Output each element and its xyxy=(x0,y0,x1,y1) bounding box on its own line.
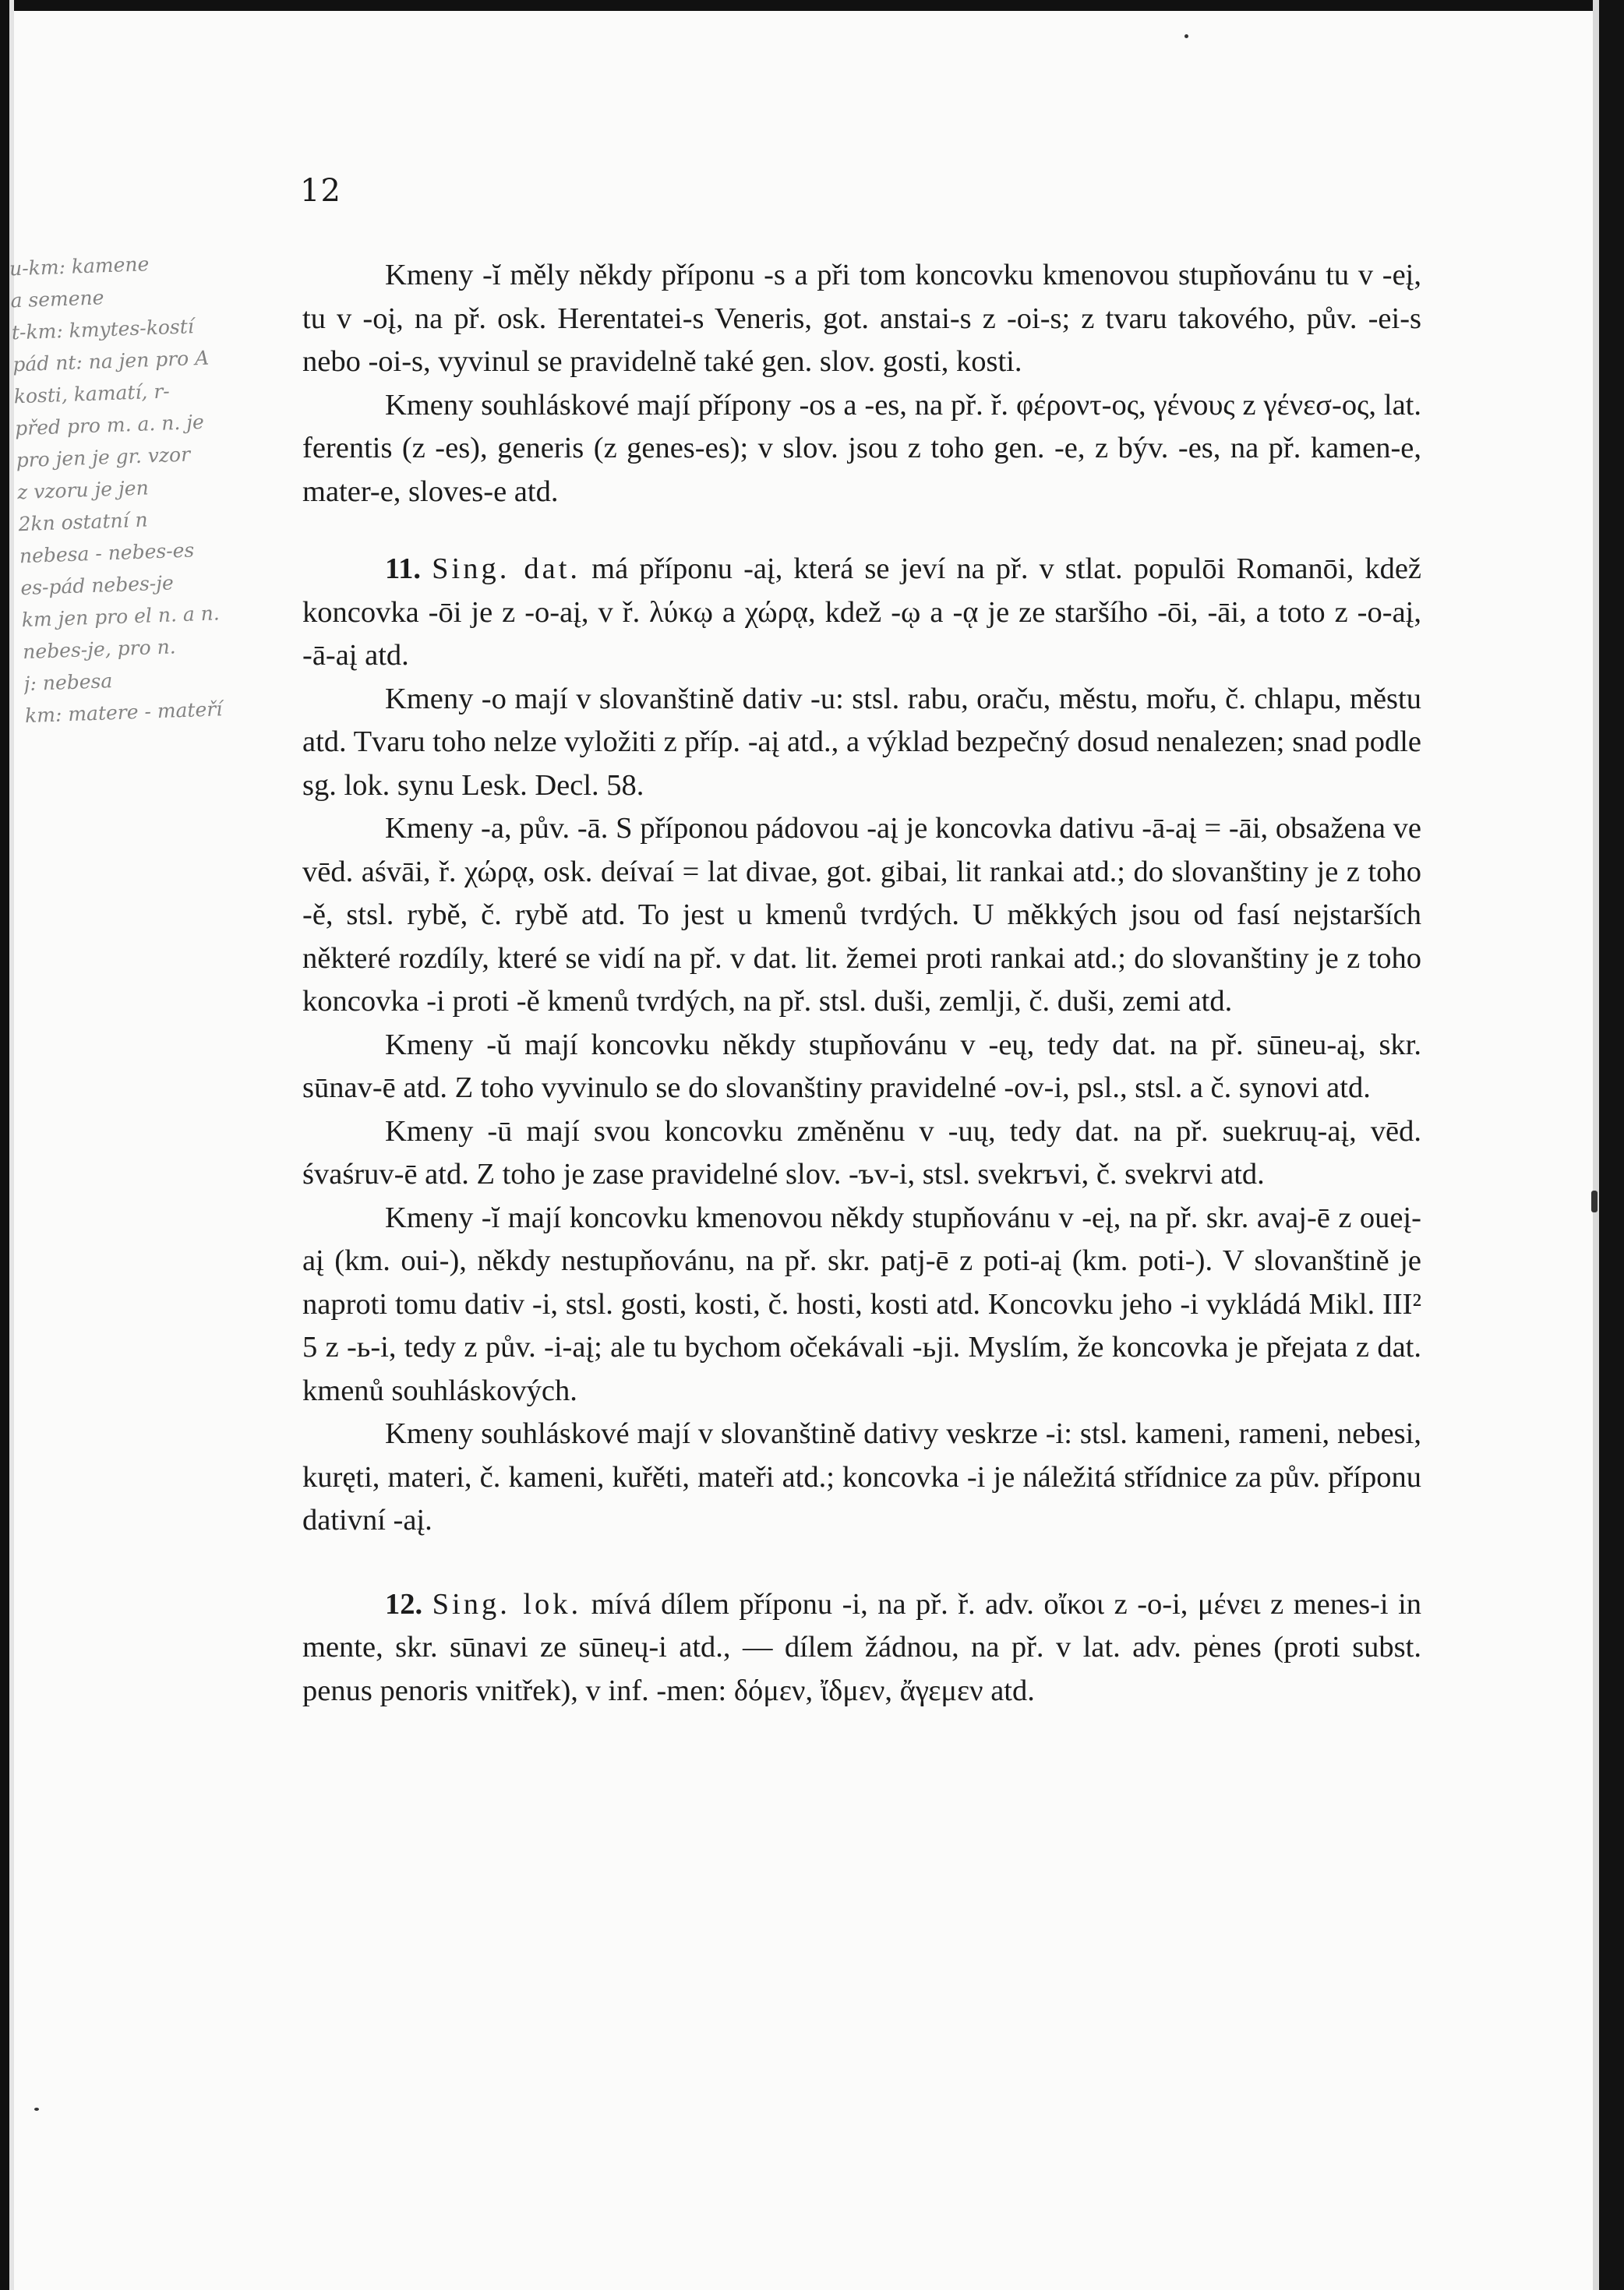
section-heading: Sing. lok. xyxy=(432,1587,582,1621)
section-heading: Sing. dat. xyxy=(432,552,581,585)
paragraph: Kmeny -ĭ mají koncovku kmenovou někdy stupňovánu v -eį, na př. skr. avaj-ē z oueį-aį (km. oui-), někdy nestupňovánu, na př. skr. patj-ē z poti-aį (km. poti-). V slovanštině je naproti tomu dativ -i, stsl. gosti, kosti, č. hosti, kosti atd. Koncovku jeho -i vykládá Mikl. III² 5 z -ь-i, tedy z pův. -i-aį; ale tu bychom očekávali -ьji. Myslím, že koncovka je přejata z dat. kmenů souhláskových. xyxy=(302,1201,1421,1407)
margin-note: pád nt: na jen pro A xyxy=(12,346,210,376)
scan-gutter-right xyxy=(1593,0,1599,2290)
paragraph: Kmeny -ŭ mají koncovku někdy stupňovánu v -eų, tedy dat. na př. sūneu-aį, skr. sūnav-ē atd. Z toho vyvinulo se do slovanštiny pravidelné -ov-i, psl., stsl. a č. synovi atd. xyxy=(302,1028,1421,1104)
scan-speck xyxy=(1184,34,1188,38)
scan-border-right xyxy=(1599,0,1624,2290)
scan-border-top xyxy=(0,0,1624,11)
margin-note: nebes-je, pro n. xyxy=(22,635,177,664)
margin-note: a semene xyxy=(10,286,104,312)
margin-note: km jen pro el n. a n. xyxy=(21,602,221,632)
margin-note: u-km: kamene xyxy=(9,252,150,281)
margin-note: nebesa - nebes-es xyxy=(19,538,195,568)
margin-note: j: nebesa xyxy=(23,669,113,696)
body-text xyxy=(302,254,1421,1713)
paragraph: Kmeny souhláskové mají přípony -os a -es, na př. ř. φέροντ-ος, γένους z γένεσ-ος, lat. ferentis (z -es), generis (z genes-es); v slov. jsou z toho gen. -e, z býv. -es, na př. kamen-e, mater-e, sloves-e atd. xyxy=(302,388,1421,508)
paragraph: Kmeny -ĭ měly někdy příponu -s a při tom koncovku kmenovou stupňovánu tu v -eį, tu v -oį, na př. osk. Herentatei-s Veneris, got. anstai-s z -oi-s; z tvaru takového, pův. -ei-s nebo -oi-s, vyvinul se pravidelně také gen. slov. gosti, kosti. xyxy=(302,259,1421,378)
margin-note: es-pád nebes-je xyxy=(19,571,175,600)
section-paragraph xyxy=(302,548,1421,678)
scan-speck xyxy=(34,2108,39,2111)
paragraph-text: mívá dílem příponu -i, na př. ř. adv. οἴκοι z -o-i, μένει z menes-i in mente, skr. sūnavi ze sūneų-i atd., — dílem žádnou, na př. v lat. adv. penes (proti subst. penus penoris vnitřek), v inf. -men: δόμεν, ἴδμεν, ἄγεμεν atd. xyxy=(302,1587,1422,1707)
handwritten-margin-notes xyxy=(9,243,305,732)
page-number: 12 xyxy=(300,173,341,209)
section-number: 11. xyxy=(385,552,422,585)
paragraph: Kmeny -ū mají svou koncovku změněnu v -uų, tedy dat. na př. suekruų-aį, vēd. śvaśruv-ē atd. Z toho je zase pravidelné slov. -ъv-i, stsl. svekrъvi, č. svekrvi atd. xyxy=(302,1114,1421,1191)
margin-note: 2kn ostatní n xyxy=(18,508,149,536)
paragraph: Kmeny -o mají v slovanštině dativ -u: stsl. rabu, oraču, městu, mořu, č. chlapu, městu atd. Tvaru toho nelze vyložiti z příp. -aį atd., a výklad bezpečný dosud nenalezen; snad podle sg. lok. synu Lesk. Decl. 58. xyxy=(302,682,1421,802)
section-number: 12. xyxy=(385,1587,423,1621)
margin-note: kosti, kamatí, r- xyxy=(13,379,171,408)
paragraph: Kmeny souhláskové mají v slovanštině dativy veskrze -i: stsl. kameni, rameni, nebesi, kuręti, materi, č. kameni, kuřěti, mateři atd.; koncovka -i je náležitá střídnice za pův. příponu dativní -aį. xyxy=(302,1417,1421,1537)
paragraph-text: má příponu -aį, která se jeví na př. v stlat. populōi Romanōi, kdež koncovka -ōi je z -o-aį, v ř. λύκῳ a χώρᾳ, kdež -ῳ a -ᾳ je ze staršího -ōi, -āi, a toto z -o-aį, -ā-aį atd. xyxy=(302,552,1421,672)
scan-border-left xyxy=(0,0,9,2290)
margin-note: km: matere - mateří xyxy=(24,697,223,728)
paragraph: Kmeny -a, pův. -ā. S příponou pádovou -aį je koncovka dativu -ā-aį = -āi, obsažena ve vēd. aśvāi, ř. χώρᾳ, osk. deívaí = lat divae, got. gibai, lit rankai atd.; do slovanštiny je z toho -ě, stsl. rybě, č. rybě atd. To jest u kmenů tvrdých. U měkkých jsou od fasí nejstarších některé rozdíly, které se vidí na př. v dat. lit. žemei proti rankai atd.; do slovanštiny je z toho koncovka -i proti -ě kmenů tvrdých, na př. stsl. duši, zemlji, č. duši, zemi atd. xyxy=(302,812,1421,1018)
margin-note: z vzoru je jen xyxy=(16,476,150,504)
scan-speck xyxy=(1591,1191,1598,1212)
section-paragraph xyxy=(302,1583,1421,1713)
margin-note: před pro m. a. n. je xyxy=(14,410,205,440)
margin-note: pro jen je gr. vzor xyxy=(16,443,191,472)
margin-note: t-km: kmytes-kostí xyxy=(11,315,195,344)
